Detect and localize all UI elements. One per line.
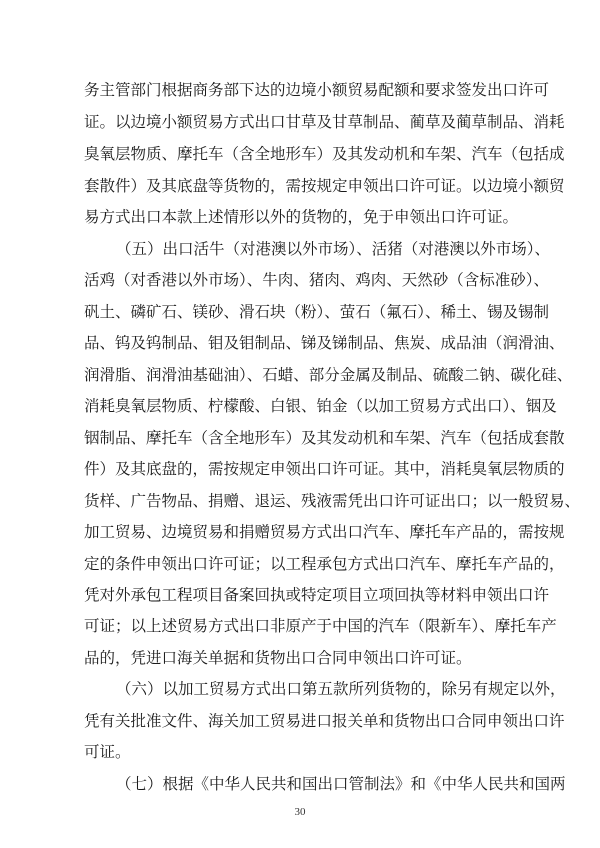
text-line: 矾土、磷矿石、镁砂、滑石块（粉）、萤石（氟石）、稀土、锡及锡制 xyxy=(84,303,550,321)
text-line: 证。以边境小额贸易方式出口甘草及甘草制品、蔺草及蔺草制品、消耗 xyxy=(84,113,565,131)
text-line: 货样、广告物品、捐赠、退运、残液需凭出口许可证出口；以一般贸易、 xyxy=(84,492,581,510)
text-line: 可证。 xyxy=(84,743,131,761)
text-line: 活鸡（对香港以外市场）、牛肉、猪肉、鸡肉、天然砂（含标准砂）、 xyxy=(84,271,550,289)
text-line: 凭有关批准文件、海关加工贸易进口报关单和货物出口合同申领出口许 xyxy=(84,712,565,730)
text-line: 套散件）及其底盘等货物的，需按规定申领出口许可证。以边境小额贸 xyxy=(84,177,565,195)
page-number: 30 xyxy=(294,806,306,818)
paragraph-start-line: （五）出口活牛（对港澳以外市场）、活猪（对港澳以外市场）、 xyxy=(116,240,551,258)
text-line: 定的条件申领出口许可证；以工程承包方式出口汽车、摩托车产品的， xyxy=(84,555,565,573)
text-line: 铟制品、摩托车（含全地形车）及其发动机和车架、汽车（包括成套散 xyxy=(84,429,565,447)
text-line: 消耗臭氧层物质、柠檬酸、白银、铂金（以加工贸易方式出口）、铟及 xyxy=(84,397,557,415)
text-line: 加工贸易、边境贸易和捐赠贸易方式出口汽车、摩托车产品的，需按规 xyxy=(84,523,565,541)
text-line: 件）及其底盘的，需按规定申领出口许可证。其中，消耗臭氧层物质的 xyxy=(84,460,565,478)
paragraph-start-line: （六）以加工贸易方式出口第五款所列货物的，除另有规定以外， xyxy=(116,680,566,698)
text-line: 润滑脂、润滑油基础油）、石蜡、部分金属及制品、硫酸二钠、碳化硅、 xyxy=(84,366,573,384)
text-line: 品、钨及钨制品、钼及钼制品、锑及锑制品、焦炭、成品油（润滑油、 xyxy=(84,334,565,352)
paragraph-start-line: （七）根据《中华人民共和国出口管制法》和《中华人民共和国两 xyxy=(116,775,566,793)
text-line: 凭对外承包工程项目备案回执或特定项目立项回执等材料申领出口许 xyxy=(84,586,550,604)
text-line: 务主管部门根据商务部下达的边境小额贸易配额和要求签发出口许可 xyxy=(84,81,550,99)
text-line: 臭氧层物质、摩托车（含全地形车）及其发动机和车架、汽车（包括成 xyxy=(84,145,565,163)
text-line: 可证；以上述贸易方式出口非原产于中国的汽车（限新车）、摩托车产 xyxy=(84,617,557,635)
text-line: 易方式出口本款上述情形以外的货物的，免于申领出口许可证。 xyxy=(84,208,519,226)
text-line: 品的，凭进口海关单据和货物出口合同申领出口许可证。 xyxy=(84,649,472,667)
